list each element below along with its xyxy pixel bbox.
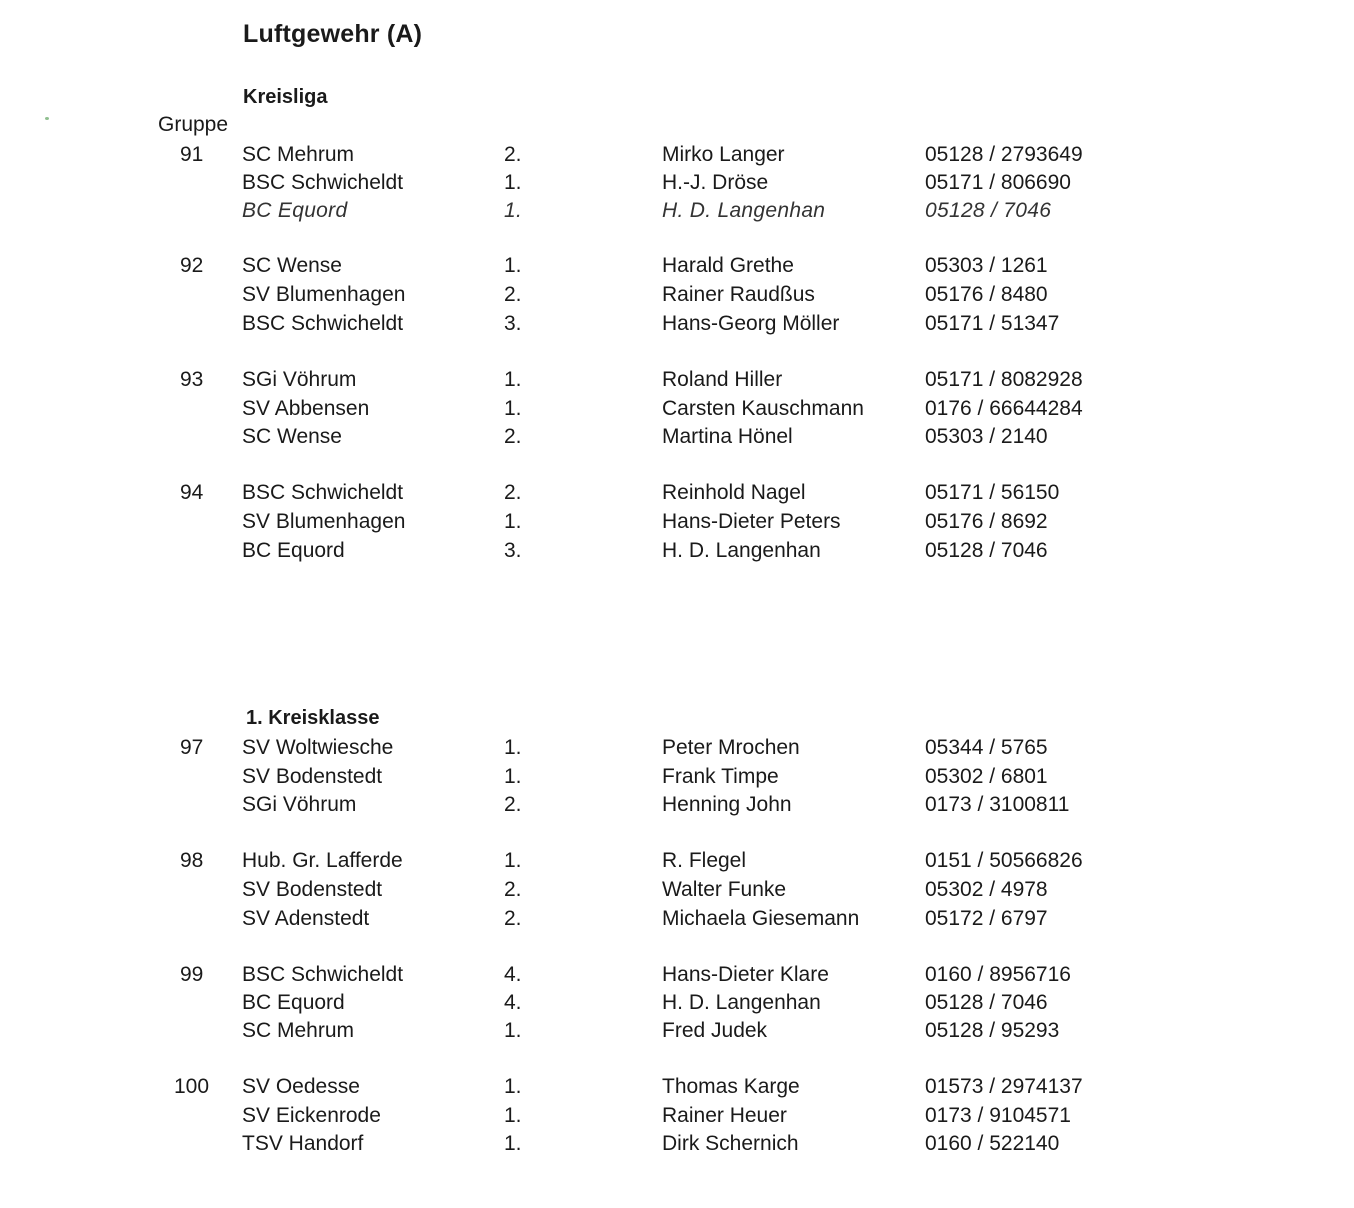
team-number: 1.	[504, 199, 523, 222]
team-number: 3.	[504, 539, 522, 562]
table-row	[0, 1130, 1354, 1158]
phone-number: 05303 / 2140	[925, 425, 1048, 448]
table-row	[0, 1102, 1354, 1130]
phone-number: 05128 / 95293	[925, 1019, 1060, 1042]
table-row	[0, 1073, 1354, 1101]
contact-name: Harald Grethe	[662, 254, 794, 277]
contact-name: Henning John	[662, 793, 792, 816]
page-title: Luftgewehr (A)	[243, 20, 423, 48]
team-number: 4.	[504, 991, 522, 1014]
club-name: SC Mehrum	[242, 143, 355, 166]
contact-name: Carsten Kauschmann	[662, 397, 864, 420]
table-row	[0, 395, 1354, 423]
phone-number: 05171 / 51347	[925, 312, 1060, 335]
contact-name: Reinhold Nagel	[662, 481, 806, 504]
contact-name: Hans-Dieter Klare	[662, 963, 829, 986]
table-row	[0, 989, 1354, 1017]
contact-name: Rainer Raudßus	[662, 283, 815, 306]
team-number: 1.	[504, 1132, 522, 1155]
contact-name: Michaela Giesemann	[662, 907, 860, 930]
table-row	[0, 508, 1354, 536]
group-number: 100	[174, 1075, 210, 1098]
table-row	[0, 791, 1354, 819]
phone-number: 05302 / 4978	[925, 878, 1048, 901]
phone-number: 05171 / 8082928	[925, 368, 1083, 391]
club-name: SC Mehrum	[242, 1019, 355, 1042]
phone-number: 0160 / 8956716	[925, 963, 1071, 986]
contact-name: Hans-Dieter Peters	[662, 510, 841, 533]
contact-name: Frank Timpe	[662, 765, 779, 788]
team-number: 1.	[504, 171, 522, 194]
team-number: 1.	[504, 368, 522, 391]
team-number: 1.	[504, 254, 522, 277]
contact-name: Peter Mrochen	[662, 736, 800, 759]
group-number: 98	[180, 849, 204, 872]
phone-number: 0160 / 522140	[925, 1132, 1060, 1155]
phone-number: 05176 / 8480	[925, 283, 1048, 306]
contact-name: H.-J. Dröse	[662, 171, 769, 194]
team-number: 4.	[504, 963, 522, 986]
team-number: 1.	[504, 1104, 522, 1127]
contact-name: Thomas Karge	[662, 1075, 800, 1098]
team-number: 1.	[504, 510, 522, 533]
table-row	[0, 281, 1354, 309]
club-name: SV Adenstedt	[242, 907, 370, 930]
team-number: 2.	[504, 283, 522, 306]
club-name: SGi Vöhrum	[242, 793, 357, 816]
contact-name: Rainer Heuer	[662, 1104, 787, 1127]
phone-number: 0176 / 66644284	[925, 397, 1083, 420]
table-row	[0, 141, 1354, 169]
contact-name: Fred Judek	[662, 1019, 768, 1042]
table-row	[0, 1017, 1354, 1045]
phone-number: 05128 / 7046	[925, 991, 1048, 1014]
table-row	[0, 734, 1354, 762]
phone-number: 05128 / 2793649	[925, 143, 1083, 166]
contact-name: Mirko Langer	[662, 143, 785, 166]
table-row	[0, 366, 1354, 394]
gruppe-column-header: Gruppe	[158, 113, 229, 136]
contact-name: Hans-Georg Möller	[662, 312, 840, 335]
team-number: 1.	[504, 1075, 522, 1098]
team-number: 1.	[504, 397, 522, 420]
phone-number: 05176 / 8692	[925, 510, 1048, 533]
contact-name: Martina Hönel	[662, 425, 793, 448]
team-number: 1.	[504, 849, 522, 872]
scan-speck	[45, 117, 49, 120]
contact-name: Dirk Schernich	[662, 1132, 799, 1155]
phone-number: 0173 / 9104571	[925, 1104, 1071, 1127]
phone-number: 05303 / 1261	[925, 254, 1048, 277]
team-number: 2.	[504, 793, 522, 816]
club-name: SC Wense	[242, 254, 342, 277]
club-name: BC Equord	[242, 991, 345, 1014]
section-title-1-kreisklasse: 1. Kreisklasse	[246, 707, 380, 729]
table-row	[0, 252, 1354, 280]
phone-number: 01573 / 2974137	[925, 1075, 1083, 1098]
group-number: 94	[180, 481, 204, 504]
table-row	[0, 169, 1354, 197]
club-name: SV Bodenstedt	[242, 765, 383, 788]
team-number: 1.	[504, 765, 522, 788]
phone-number: 05302 / 6801	[925, 765, 1048, 788]
group-number: 91	[180, 143, 204, 166]
group-number: 99	[180, 963, 204, 986]
club-name: SV Abbensen	[242, 397, 370, 420]
contact-name: H. D. Langenhan	[662, 991, 821, 1014]
club-name: SGi Vöhrum	[242, 368, 357, 391]
club-name: BSC Schwicheldt	[242, 481, 404, 504]
table-row	[0, 876, 1354, 904]
club-name: BC Equord	[242, 199, 348, 222]
table-row	[0, 197, 1354, 225]
table-row	[0, 479, 1354, 507]
contact-name: R. Flegel	[662, 849, 747, 872]
club-name: SC Wense	[242, 425, 342, 448]
contact-name: H. D. Langenhan	[662, 199, 826, 222]
club-name: SV Eickenrode	[242, 1104, 381, 1127]
club-name: BSC Schwicheldt	[242, 963, 404, 986]
club-name: TSV Handorf	[242, 1132, 364, 1155]
phone-number: 05128 / 7046	[925, 539, 1048, 562]
team-number: 1.	[504, 736, 522, 759]
contact-name: H. D. Langenhan	[662, 539, 821, 562]
team-number: 2.	[504, 481, 522, 504]
phone-number: 05128 / 7046	[925, 199, 1052, 222]
group-number: 93	[180, 368, 204, 391]
team-number: 2.	[504, 907, 522, 930]
table-row	[0, 847, 1354, 875]
table-row	[0, 905, 1354, 933]
phone-number: 0173 / 3100811	[925, 793, 1070, 816]
table-row	[0, 310, 1354, 338]
table-row	[0, 961, 1354, 989]
team-number: 2.	[504, 425, 522, 448]
table-row	[0, 763, 1354, 791]
club-name: SV Blumenhagen	[242, 283, 406, 306]
team-number: 1.	[504, 1019, 522, 1042]
club-name: BC Equord	[242, 539, 345, 562]
club-name: BSC Schwicheldt	[242, 312, 404, 335]
team-number: 2.	[504, 143, 522, 166]
club-name: SV Woltwiesche	[242, 736, 394, 759]
contact-name: Walter Funke	[662, 878, 787, 901]
club-name: SV Oedesse	[242, 1075, 360, 1098]
phone-number: 0151 / 50566826	[925, 849, 1083, 872]
section-title-kreisliga: Kreisliga	[243, 86, 328, 108]
phone-number: 05171 / 56150	[925, 481, 1060, 504]
club-name: SV Bodenstedt	[242, 878, 383, 901]
team-number: 2.	[504, 878, 522, 901]
team-number: 3.	[504, 312, 522, 335]
phone-number: 05344 / 5765	[925, 736, 1048, 759]
club-name: SV Blumenhagen	[242, 510, 406, 533]
phone-number: 05171 / 806690	[925, 171, 1071, 194]
table-row	[0, 537, 1354, 565]
table-row	[0, 423, 1354, 451]
group-number: 97	[180, 736, 204, 759]
club-name: Hub. Gr. Lafferde	[242, 849, 403, 872]
phone-number: 05172 / 6797	[925, 907, 1048, 930]
club-name: BSC Schwicheldt	[242, 171, 404, 194]
contact-name: Roland Hiller	[662, 368, 783, 391]
group-number: 92	[180, 254, 204, 277]
